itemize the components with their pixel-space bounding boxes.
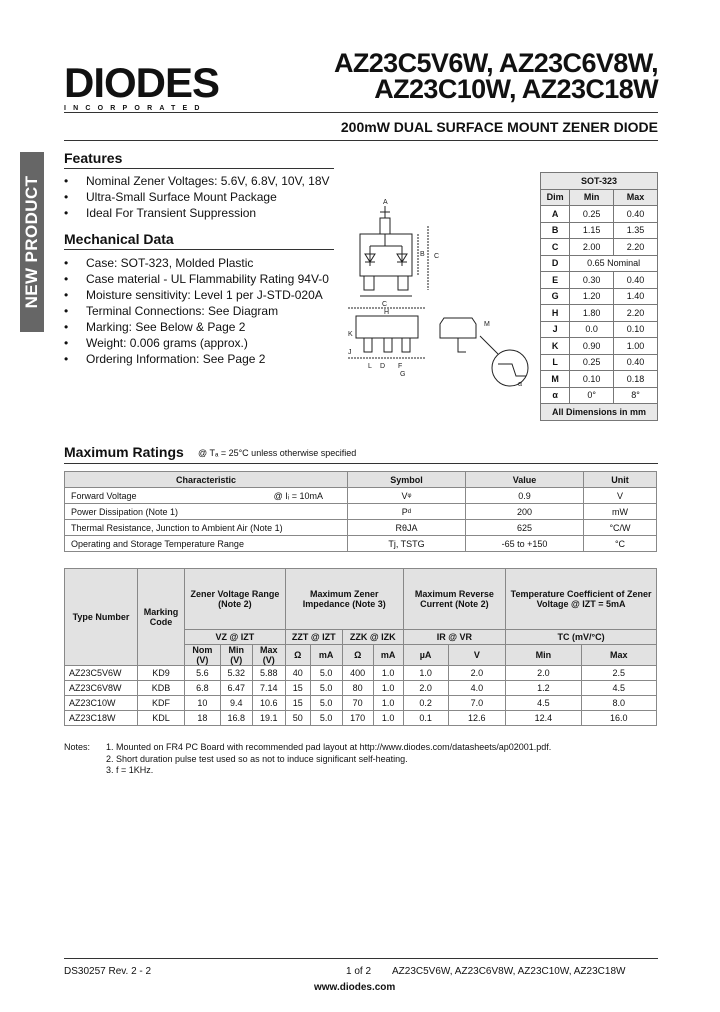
ratings-symbol: Tj, TSTG (348, 536, 466, 552)
sot-row (541, 321, 658, 338)
value-cell: 5.0 (310, 711, 342, 726)
package-top-view (360, 234, 412, 276)
svg-text:F: F (398, 363, 403, 370)
value-cell: 4.0 (448, 681, 506, 696)
value-cell: 0.1 (403, 711, 448, 726)
electrical-row (65, 711, 657, 726)
footer-page: 1 of 2 (346, 966, 372, 977)
sot-dim: M (541, 371, 570, 388)
sot-header-max: Max (614, 189, 658, 206)
electrical-row (65, 681, 657, 696)
sot-max: 0.18 (614, 371, 658, 388)
ratings-unit: V (584, 488, 657, 504)
value-cell: 16.8 (220, 711, 252, 726)
svg-text:J: J (348, 349, 352, 356)
unit-cell: V (448, 645, 506, 666)
diodes-logo (64, 59, 224, 112)
header-temp-coefficient: Temperature Coefficient of Zener Voltage @ IZT = 5mA (506, 569, 657, 630)
unit-cell: Max (V) (252, 645, 285, 666)
sot-row (541, 338, 658, 355)
sot-row (541, 305, 658, 322)
sot323-package-drawing (340, 196, 536, 396)
sot-min: 0.30 (570, 272, 614, 289)
sot-min: 2.00 (570, 239, 614, 256)
type-number-cell: AZ23C18W (65, 711, 138, 726)
unit-cell: µA (403, 645, 448, 666)
value-cell: 2.5 (581, 666, 656, 681)
value-cell: 1.2 (506, 681, 581, 696)
sot-max: 8° (614, 387, 658, 404)
logo-text: DIODES (64, 59, 220, 106)
electrical-characteristics-table (64, 568, 657, 726)
notes-block (64, 742, 666, 777)
value-cell: 12.4 (506, 711, 581, 726)
feature-item: • Nominal Zener Voltages: 5.6V, 6.8V, 10V, 18V (64, 173, 339, 189)
new-product-label: NEW PRODUCT (22, 175, 41, 309)
mechanical-item: • Case material - UL Flammability Rating 94V-0 (64, 271, 339, 287)
value-cell: 6.8 (185, 681, 221, 696)
ratings-header-value: Value (466, 472, 584, 488)
subheader-zzt: ZZT @ IZT (285, 630, 342, 645)
svg-text:K: K (348, 331, 353, 338)
sot-min: 0.90 (570, 338, 614, 355)
new-product-banner (20, 152, 44, 332)
value-cell: 70 (342, 696, 373, 711)
svg-text:L: L (368, 363, 372, 370)
value-cell: 1.0 (373, 666, 403, 681)
value-cell: 18 (185, 711, 221, 726)
mechanical-rule (64, 249, 334, 250)
sot-row (541, 255, 658, 272)
value-cell: 170 (342, 711, 373, 726)
ratings-unit: mW (584, 504, 657, 520)
unit-cell: Min (506, 645, 581, 666)
mechanical-item: • Terminal Connections: See Diagram (64, 303, 339, 319)
value-cell: 1.0 (373, 681, 403, 696)
ratings-header-symbol: Symbol (348, 472, 466, 488)
sot-dim: J (541, 321, 570, 338)
sot-dim: A (541, 206, 570, 223)
value-cell: 5.0 (310, 666, 342, 681)
logo-subtext: INCORPORATED (64, 105, 207, 112)
sot-row (541, 387, 658, 404)
value-cell: 10.6 (252, 696, 285, 711)
marking-code-cell: KDL (138, 711, 185, 726)
footer-doc-number: DS30257 Rev. 2 - 2 (64, 966, 152, 977)
unit-cell: Ω (285, 645, 310, 666)
features-rule (64, 168, 334, 169)
ratings-characteristic: Power Dissipation (Note 1) (65, 504, 348, 520)
value-cell: 50 (285, 711, 310, 726)
sot-max: 0.40 (614, 206, 658, 223)
sot-dim: L (541, 354, 570, 371)
subheader-vz: VZ @ IZT (185, 630, 286, 645)
svg-text:M: M (484, 321, 490, 328)
ratings-symbol: Pᵈ (348, 504, 466, 520)
max-ratings-table (64, 471, 657, 552)
svg-text:A: A (383, 199, 388, 206)
sot-min: 0.25 (570, 206, 614, 223)
mechanical-item: • Case: SOT-323, Molded Plastic (64, 255, 339, 271)
unit-cell: Ω (342, 645, 373, 666)
subheader-zzk: ZZK @ IZK (342, 630, 403, 645)
marking-code-cell: KD9 (138, 666, 185, 681)
electrical-row (65, 696, 657, 711)
sot-min: 0° (570, 387, 614, 404)
value-cell: 80 (342, 681, 373, 696)
max-ratings-condition: @ Tₐ = 25°C unless otherwise specified (198, 448, 357, 458)
max-ratings-title: Maximum Ratings (64, 444, 184, 460)
svg-text:B: B (420, 251, 425, 258)
marking-code-cell: KDB (138, 681, 185, 696)
ratings-unit: °C/W (584, 520, 657, 536)
unit-cell: Nom (V) (185, 645, 221, 666)
sot-dim: C (541, 239, 570, 256)
sot-max: 1.35 (614, 222, 658, 239)
value-cell: 15 (285, 696, 310, 711)
value-cell: 4.5 (506, 696, 581, 711)
value-cell: 16.0 (581, 711, 656, 726)
value-cell: 19.1 (252, 711, 285, 726)
svg-text:D: D (380, 363, 386, 370)
sot-dim: K (541, 338, 570, 355)
value-cell: 0.2 (403, 696, 448, 711)
value-cell: 15 (285, 681, 310, 696)
sot-table-footer: All Dimensions in mm (541, 404, 658, 421)
value-cell: 5.32 (220, 666, 252, 681)
sot-dim: G (541, 288, 570, 305)
ratings-value: 0.9 (466, 488, 584, 504)
value-cell: 4.5 (581, 681, 656, 696)
ratings-row (65, 504, 657, 520)
value-cell: 400 (342, 666, 373, 681)
ratings-condition-text: @ Iᵢ = 10mA (273, 490, 323, 501)
ratings-row (65, 488, 657, 504)
subheader-ir: IR @ VR (403, 630, 505, 645)
marking-code-cell: KDF (138, 696, 185, 711)
sot-row (541, 222, 658, 239)
value-cell: 5.0 (310, 681, 342, 696)
part-title-line2: AZ23C10W, AZ23C18W (374, 74, 658, 104)
sot-min: 0.10 (570, 371, 614, 388)
footer-rule (64, 958, 658, 959)
features-title: Features (64, 150, 123, 166)
value-cell: 1.0 (373, 696, 403, 711)
subtitle-rule (64, 140, 658, 141)
type-number-cell: AZ23C6V8W (65, 681, 138, 696)
sot-max: 1.00 (614, 338, 658, 355)
ratings-characteristic (65, 488, 348, 504)
ratings-unit: °C (584, 536, 657, 552)
mechanical-list (64, 255, 339, 367)
sot-dim: H (541, 305, 570, 322)
sot-nominal: 0.65 Nominal (570, 255, 658, 272)
ratings-row (65, 520, 657, 536)
sot-min: 0.0 (570, 321, 614, 338)
mechanical-item: • Moisture sensitivity: Level 1 per J-STD-020A (64, 287, 339, 303)
value-cell: 12.6 (448, 711, 506, 726)
unit-cell: mA (310, 645, 342, 666)
ratings-characteristic: Thermal Resistance, Junction to Ambient Air (Note 1) (65, 520, 348, 536)
svg-text:C: C (434, 253, 440, 260)
svg-text:G: G (400, 371, 406, 378)
feature-item: • Ultra-Small Surface Mount Package (64, 189, 339, 205)
sot-row (541, 288, 658, 305)
ratings-header-unit: Unit (584, 472, 657, 488)
sot-row (541, 239, 658, 256)
sot-min: 0.25 (570, 354, 614, 371)
value-cell: 7.14 (252, 681, 285, 696)
ratings-value: 200 (466, 504, 584, 520)
footer-parts: AZ23C5V6W, AZ23C6V8W, AZ23C10W, AZ23C18W (392, 966, 626, 977)
value-cell: 2.0 (506, 666, 581, 681)
sot-table-title: SOT-323 (541, 173, 658, 190)
electrical-table-body (65, 666, 657, 726)
header-zener-voltage: Zener Voltage Range (Note 2) (185, 569, 286, 630)
value-cell: 1.0 (373, 711, 403, 726)
header-marking-code: Marking Code (138, 569, 185, 666)
sot-min: 1.80 (570, 305, 614, 322)
header-reverse-current: Maximum Reverse Current (Note 2) (403, 569, 505, 630)
ratings-symbol: Vᵠ (348, 488, 466, 504)
value-cell: 5.88 (252, 666, 285, 681)
mechanical-title: Mechanical Data (64, 231, 174, 247)
note-item: 2. Short duration pulse test used so as not to induce significant self-heating. (106, 753, 408, 764)
sot-max: 2.20 (614, 305, 658, 322)
mechanical-item: • Ordering Information: See Page 2 (64, 351, 339, 367)
value-cell: 10 (185, 696, 221, 711)
header-rule (64, 112, 658, 113)
max-ratings-rule (64, 463, 658, 464)
sot323-dimension-table (540, 172, 658, 421)
header-type-number: Type Number (65, 569, 138, 666)
sot-row (541, 206, 658, 223)
ratings-char-text: Forward Voltage (71, 490, 137, 501)
sot-row (541, 371, 658, 388)
value-cell: 1.0 (403, 666, 448, 681)
electrical-row (65, 666, 657, 681)
note-item: 1. Mounted on FR4 PC Board with recommended pad layout at http://www.diodes.com/datasheets/ap02001.pdf. (106, 742, 552, 752)
ratings-characteristic: Operating and Storage Temperature Range (65, 536, 348, 552)
svg-text:α: α (518, 381, 523, 388)
ratings-header-characteristic: Characteristic (65, 472, 348, 488)
value-cell: 2.0 (403, 681, 448, 696)
sot-max: 2.20 (614, 239, 658, 256)
sot-max: 0.10 (614, 321, 658, 338)
sot-max: 1.40 (614, 288, 658, 305)
mechanical-item: • Weight: 0.006 grams (approx.) (64, 335, 339, 351)
sot-dim: α (541, 387, 570, 404)
sot-dim: D (541, 255, 570, 272)
part-title-line1: AZ23C5V6W, AZ23C6V8W, (333, 48, 658, 78)
ratings-value: 625 (466, 520, 584, 536)
value-cell: 5.0 (310, 696, 342, 711)
note-item: 3. f = 1KHz. (106, 765, 154, 775)
unit-cell: mA (373, 645, 403, 666)
feature-item: • Ideal For Transient Suppression (64, 205, 339, 221)
header-zener-impedance: Maximum Zener Impedance (Note 3) (285, 569, 403, 630)
type-number-cell: AZ23C5V6W (65, 666, 138, 681)
ratings-row (65, 536, 657, 552)
subheader-tc: TC (mV/°C) (506, 630, 657, 645)
value-cell: 5.6 (185, 666, 221, 681)
sot-dim: B (541, 222, 570, 239)
sot-row (541, 354, 658, 371)
type-number-cell: AZ23C10W (65, 696, 138, 711)
value-cell: 6.47 (220, 681, 252, 696)
sot-row (541, 272, 658, 289)
mechanical-item: • Marking: See Below & Page 2 (64, 319, 339, 335)
footer-url: www.diodes.com (314, 982, 396, 993)
sot-header-min: Min (570, 189, 614, 206)
ratings-value: -65 to +150 (466, 536, 584, 552)
value-cell: 9.4 (220, 696, 252, 711)
unit-cell: Max (581, 645, 656, 666)
sot-max: 0.40 (614, 354, 658, 371)
value-cell: 40 (285, 666, 310, 681)
sot-max: 0.40 (614, 272, 658, 289)
sot-min: 1.15 (570, 222, 614, 239)
value-cell: 8.0 (581, 696, 656, 711)
ratings-symbol: RθJA (348, 520, 466, 536)
sot-min: 1.20 (570, 288, 614, 305)
unit-cell: Min (V) (220, 645, 252, 666)
svg-text:H: H (384, 309, 390, 316)
svg-text:C: C (382, 301, 388, 308)
value-cell: 7.0 (448, 696, 506, 711)
notes-label: Notes: (64, 742, 91, 752)
value-cell: 2.0 (448, 666, 506, 681)
document-subtitle: 200mW DUAL SURFACE MOUNT ZENER DIODE (340, 119, 658, 135)
sot-header-dim: Dim (541, 189, 570, 206)
features-list (64, 173, 339, 221)
sot-dim: E (541, 272, 570, 289)
